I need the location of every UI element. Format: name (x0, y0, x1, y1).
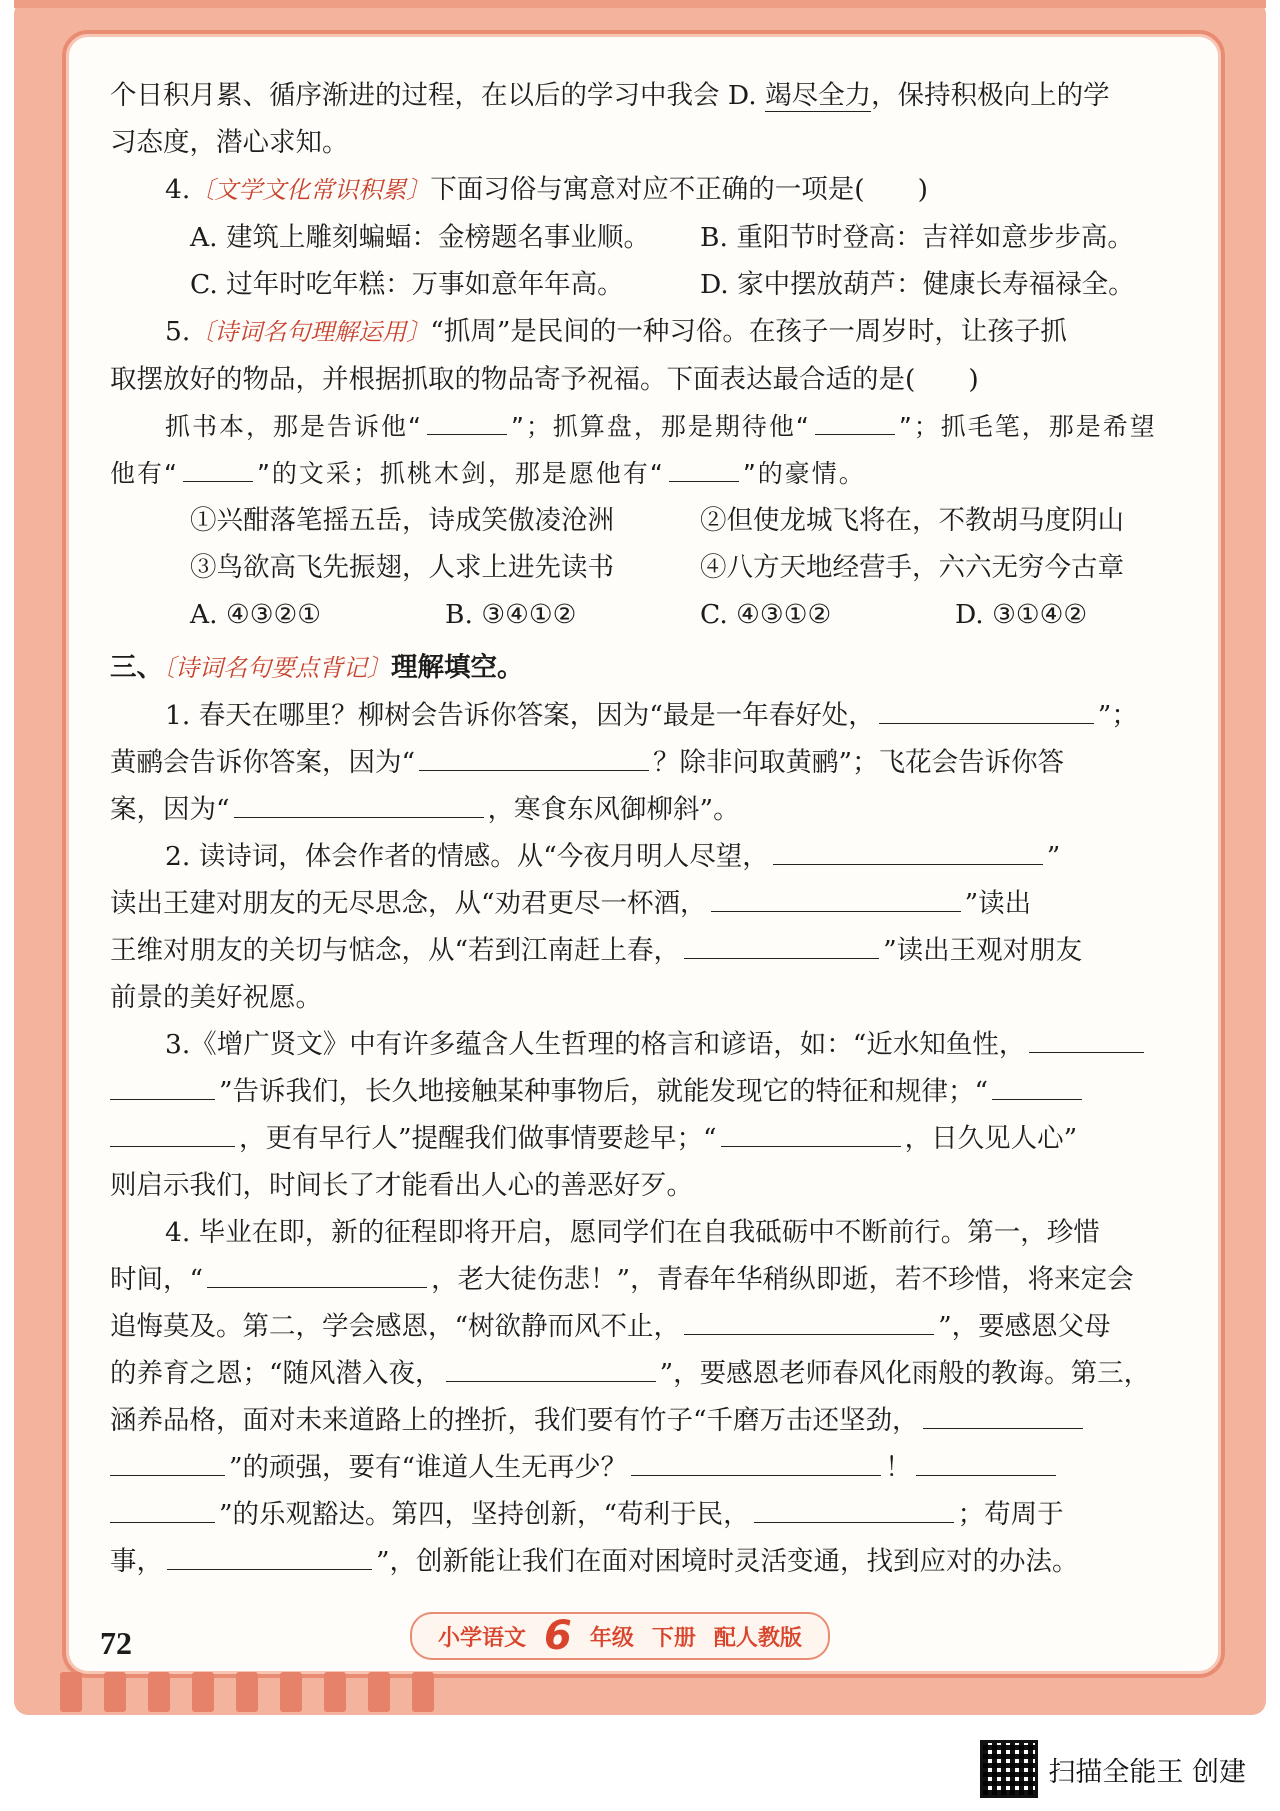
blank[interactable] (754, 1522, 954, 1523)
frame-top-stripe (14, 0, 1266, 8)
fill-2-line-2 (110, 880, 1170, 927)
section-number: 三、 (110, 652, 163, 683)
scanner-watermark (980, 1740, 1246, 1798)
fill-text: 涵养品格，面对未来道路上的挫折，我们要有竹子“千磨万击还坚劲， (110, 1405, 919, 1436)
fill-text: 时间，“ (110, 1264, 204, 1295)
blank[interactable] (234, 817, 484, 818)
q4-options-row-2 (110, 261, 1170, 308)
fill-3-line-1 (110, 1021, 1170, 1068)
question-4-stem (110, 166, 1170, 214)
question-tag: 〔诗词名句理解运用〕 (190, 318, 431, 346)
fill-4-line-2 (110, 1256, 1170, 1303)
option-b[interactable]: B. 重阳节时登高：吉祥如意步步高。 (700, 222, 1134, 253)
fill-text: ，日久见人心” (904, 1123, 1078, 1154)
q5-options (110, 591, 1170, 638)
fill-text: ；苟周于 (957, 1499, 1064, 1530)
blank[interactable] (773, 864, 1043, 865)
intro-line-1 (110, 72, 1170, 119)
fill-text: 3.《增广贤文》中有许多蕴含人生哲理的格言和谚语，如：“近水知鱼性， (165, 1029, 1026, 1060)
q5-poems-row-2 (110, 544, 1170, 591)
question-5-stem-2: 取摆放好的物品，并根据抓取的物品寄予祝福。下面表达最合适的是( ) (110, 364, 979, 395)
fill-text: 案，因为“ (110, 794, 230, 825)
fill-text: ”，要感恩父母 (938, 1311, 1111, 1342)
option-c[interactable]: C. 过年时吃年糕：万事如意年年高。 (190, 269, 624, 300)
blank[interactable] (183, 481, 253, 482)
blank[interactable] (167, 1569, 372, 1570)
fill-text: 王维对朋友的关切与惦念，从“若到江南赶上春， (110, 935, 681, 966)
blank[interactable] (110, 1522, 215, 1523)
poem-line-1: ①兴酣落笔摇五岳，诗成笑傲凌沧洲 (190, 505, 614, 536)
fill-4-line-3 (110, 1303, 1170, 1350)
fill-text: 2. 读诗词，体会作者的情感。从“今夜月明人尽望， (165, 841, 769, 872)
option-d[interactable]: D. 家中摆放葫芦：健康长寿福禄全。 (700, 269, 1135, 300)
question-text: “抓周”是民间的一种习俗。在孩子一周岁时，让孩子抓 (430, 316, 1067, 347)
fill-1-line-1 (110, 692, 1170, 739)
passage-text: ”的豪情。 (742, 459, 866, 488)
fill-text: 追悔莫及。第二，学会感恩，“树欲静而风不止， (110, 1311, 681, 1342)
footer-term: 下册 (651, 1625, 696, 1651)
passage-text: ”的文采；抓桃木剑，那是愿他有“ (256, 459, 665, 488)
blank[interactable] (110, 1146, 235, 1147)
q4-options-row-1 (110, 214, 1170, 261)
qr-code-icon (980, 1740, 1038, 1798)
footer-grade-label: 年级 (589, 1625, 634, 1651)
fill-text: ，寒食东风御柳斜”。 (487, 794, 740, 825)
decorative-marks (60, 1672, 434, 1712)
blank[interactable] (916, 1475, 1056, 1476)
footer-grade-number: 6 (544, 1613, 572, 1659)
intro-text: 个日积月累、循序渐进的过程，在以后的学习中我会 D. (110, 80, 766, 111)
blank[interactable] (1029, 1052, 1144, 1053)
blank[interactable] (815, 434, 895, 435)
fill-text: ，更有早行人”提醒我们做事情要趁早；“ (239, 1123, 717, 1154)
option-c[interactable]: C. ④③①② (700, 599, 832, 630)
q5-passage-line-1 (110, 403, 1170, 450)
intro-text-end: ，保持积极向上的学 (871, 80, 1110, 111)
fill-text: 黄鹂会告诉你答案，因为“ (110, 747, 416, 778)
fill-2-line-1 (110, 833, 1170, 880)
blank[interactable] (446, 1381, 656, 1382)
passage-text: ”；抓算盘，那是期待他“ (510, 412, 811, 441)
passage-text: 抓书本，那是告诉他“ (165, 412, 423, 441)
section-title: 理解填空。 (391, 652, 524, 683)
blank[interactable] (419, 770, 649, 771)
blank[interactable] (992, 1099, 1082, 1100)
blank[interactable] (711, 911, 961, 912)
worksheet-content (110, 72, 1170, 1585)
blank[interactable] (923, 1428, 1083, 1429)
blank[interactable] (669, 481, 739, 482)
fill-text: ？除非问取黄鹂”；飞花会告诉你答 (653, 747, 1065, 778)
footer-edition: 配人教版 (713, 1625, 802, 1651)
q5-passage-line-2 (110, 450, 1170, 497)
blank[interactable] (110, 1099, 215, 1100)
fill-1-line-2 (110, 739, 1170, 786)
blank[interactable] (110, 1475, 225, 1476)
fill-4-line-1: 4. 毕业在即，新的征程即将开启，愿同学们在自我砥砺中不断前行。第一，珍惜 (165, 1217, 1100, 1248)
book-footer-badge (410, 1612, 830, 1660)
fill-4-line-5 (110, 1397, 1170, 1444)
question-number: 4. (165, 174, 191, 205)
intro-line-2: 习态度，潜心求知。 (110, 127, 349, 158)
poem-line-3: ③鸟欲高飞先振翅，人求上进先读书 (190, 552, 614, 583)
watermark-text: 扫描全能王 创建 (1048, 1756, 1246, 1788)
q5-poems-row-1 (110, 497, 1170, 544)
fill-text: ”读出王观对朋友 (883, 935, 1083, 966)
option-b[interactable]: B. ③④①② (445, 599, 577, 630)
fill-text: ”的乐观豁达。第四，坚持创新，“苟利于民， (219, 1499, 750, 1530)
blank[interactable] (427, 434, 507, 435)
fill-2-line-3 (110, 927, 1170, 974)
fill-text: ”，要感恩老师春风化雨般的教诲。第三， (659, 1358, 1151, 1389)
passage-text: 他有“ (110, 459, 179, 488)
fill-4-line-8 (110, 1538, 1170, 1585)
blank[interactable] (684, 1334, 934, 1335)
fill-text: ，老大徒伤悲！”，青春年华稍纵即逝，若不珍惜，将来定会 (431, 1264, 1134, 1295)
section-3-heading (110, 644, 1170, 692)
blank[interactable] (631, 1475, 881, 1476)
fill-text: ”读出 (964, 888, 1032, 919)
section-tag: 〔诗词名句要点背记〕 (163, 654, 391, 682)
fill-text: 1. 春天在哪里？柳树会告诉你答案，因为“最是一年春好处， (165, 700, 875, 731)
option-a[interactable]: A. 建筑上雕刻蝙蝠：金榜题名事业顺。 (190, 222, 650, 253)
fill-text: 读出王建对朋友的无尽思念，从“劝君更尽一杯酒， (110, 888, 707, 919)
fill-text: 的养育之恩；“随风潜入夜， (110, 1358, 442, 1389)
fill-text: ”，创新能让我们在面对困境时灵活变通，找到应对的办法。 (376, 1546, 1079, 1577)
blank[interactable] (721, 1146, 901, 1147)
fill-4-line-7 (110, 1491, 1170, 1538)
poem-line-2: ②但使龙城飞将在，不教胡马度阴山 (700, 505, 1124, 536)
fill-text: ” (1046, 841, 1061, 872)
fill-3-line-4: 则启示我们，时间长了才能看出人心的善恶好歹。 (110, 1170, 693, 1201)
blank[interactable] (879, 723, 1094, 724)
question-number: 5. (165, 316, 191, 347)
fill-2-line-4: 前景的美好祝愿。 (110, 982, 322, 1013)
fill-3-line-2 (110, 1068, 1170, 1115)
passage-text: ”；抓毛笔，那是希望 (898, 412, 1157, 441)
question-5-stem (110, 308, 1170, 356)
page-number: 72 (100, 1625, 132, 1661)
fill-text: ”告诉我们，长久地接触某种事物后，就能发现它的特征和规律；“ (219, 1076, 989, 1107)
fill-1-line-3 (110, 786, 1170, 833)
option-d[interactable]: D. ③①④② (955, 599, 1088, 630)
option-a[interactable]: A. ④③②① (190, 599, 322, 630)
fill-text: ”的顽强，要有“谁道人生无再少？ (229, 1452, 628, 1483)
question-tag: 〔文学文化常识积累〕 (190, 176, 431, 204)
fill-text: ”； (1097, 700, 1138, 731)
question-text: 下面习俗与寓意对应不正确的一项是( ) (430, 174, 928, 205)
footer-subject: 小学语文 (438, 1625, 527, 1651)
fill-text: 事， (110, 1546, 163, 1577)
poem-line-4: ④八方天地经营手，六六无穷今古章 (700, 552, 1124, 583)
fill-3-line-3 (110, 1115, 1170, 1162)
fill-text: ！ (885, 1452, 912, 1483)
blank[interactable] (207, 1287, 427, 1288)
fill-4-line-4 (110, 1350, 1170, 1397)
blank[interactable] (684, 958, 879, 959)
fill-4-line-6 (110, 1444, 1170, 1491)
underlined-answer: 竭尽全力 (765, 80, 872, 111)
